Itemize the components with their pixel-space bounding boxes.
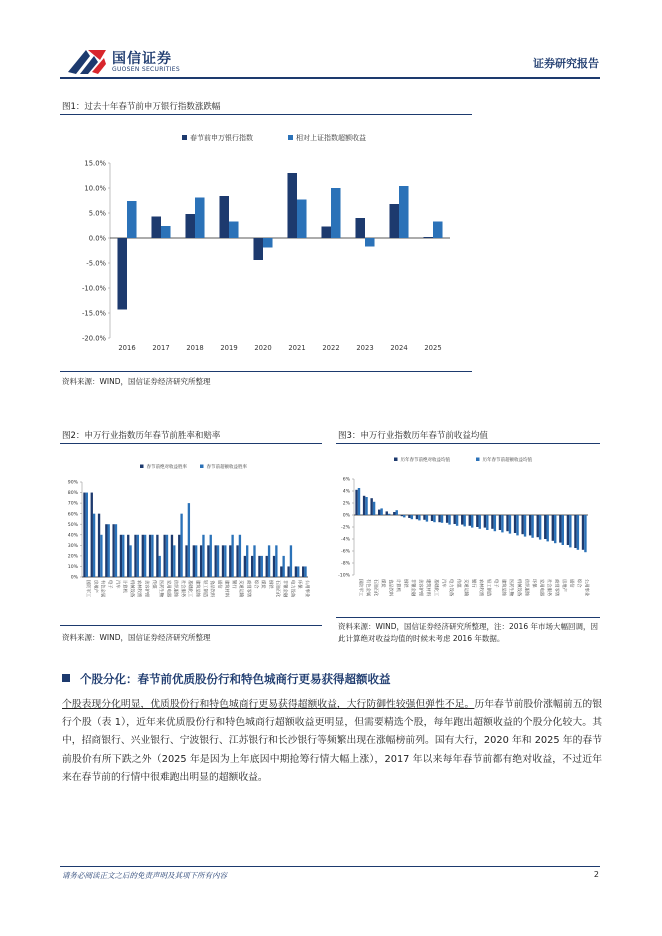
bar-series-2 bbox=[471, 515, 473, 528]
y-tick-label: 10% bbox=[67, 565, 78, 571]
figure-1-chart bbox=[60, 120, 472, 370]
bar-series-1 bbox=[389, 204, 399, 238]
bar-series-1 bbox=[280, 566, 282, 577]
x-category-label: 综合 bbox=[576, 579, 582, 588]
bar-series-1 bbox=[537, 515, 539, 537]
bar-series-1 bbox=[370, 498, 372, 515]
bar-series-1 bbox=[302, 566, 304, 577]
bar-series-1 bbox=[469, 515, 471, 526]
legend-label: 春节前绝对收益胜率 bbox=[146, 465, 187, 470]
bar-series-1 bbox=[178, 535, 180, 577]
bar-series-2 bbox=[100, 535, 102, 577]
bar-series-2 bbox=[584, 515, 586, 552]
y-tick-label: 6% bbox=[342, 477, 350, 483]
bar-series-1 bbox=[215, 545, 217, 577]
bar-series-2 bbox=[539, 515, 541, 540]
bar-series-2 bbox=[231, 535, 233, 577]
y-tick-label: 50% bbox=[67, 522, 78, 528]
bar-series-2 bbox=[569, 515, 571, 547]
x-category-label: 建筑装饰 bbox=[194, 580, 200, 598]
bar-series-1 bbox=[363, 496, 365, 515]
bar-series-2 bbox=[217, 545, 219, 577]
bar-series-1 bbox=[193, 545, 195, 577]
y-tick-label: -5.0% bbox=[86, 259, 106, 268]
y-tick-label: 30% bbox=[67, 543, 78, 549]
x-category-label: 石油石化 bbox=[372, 579, 378, 597]
figure-1-top-rule bbox=[60, 114, 472, 115]
bar-series-1 bbox=[416, 515, 418, 519]
bar-series-2 bbox=[115, 524, 117, 577]
bar-series-1 bbox=[287, 566, 289, 577]
bar-series-1 bbox=[408, 515, 410, 518]
bar-series-1 bbox=[386, 511, 388, 515]
x-category-label: 商贸零售 bbox=[245, 580, 251, 598]
bar-series-2 bbox=[501, 515, 503, 532]
figure-2-bottom-rule bbox=[60, 625, 322, 626]
legend-swatch bbox=[394, 458, 398, 462]
bar-series-1 bbox=[552, 515, 554, 541]
x-category-label: 国防军工 bbox=[85, 580, 91, 598]
bar-series-2 bbox=[365, 497, 367, 515]
bar-series-1 bbox=[207, 545, 209, 577]
brand-name-cn: 国信证券 bbox=[112, 51, 172, 67]
x-category-label: 2019 bbox=[220, 344, 238, 352]
x-category-label: 2023 bbox=[356, 344, 374, 352]
bar-series-2 bbox=[562, 515, 564, 545]
x-category-label: 计算机 bbox=[121, 580, 127, 593]
x-category-label: 通信 bbox=[568, 579, 574, 588]
bar-series-1 bbox=[582, 515, 584, 550]
bar-series-2 bbox=[456, 515, 458, 526]
x-category-label: 环保 bbox=[296, 580, 302, 589]
x-category-label: 非银金融 bbox=[281, 580, 287, 598]
bar-series-2 bbox=[494, 515, 496, 531]
bar-series-1 bbox=[120, 535, 122, 577]
bar-series-1 bbox=[83, 493, 85, 577]
bar-series-1 bbox=[185, 545, 187, 577]
legend-swatch bbox=[288, 135, 293, 140]
bar-series-1 bbox=[287, 173, 297, 238]
figure-3-bottom-rule bbox=[336, 617, 600, 618]
bar-series-1 bbox=[151, 217, 161, 239]
x-category-label: 2018 bbox=[186, 344, 204, 352]
bar-series-1 bbox=[378, 510, 380, 515]
bar-series-1 bbox=[244, 556, 246, 577]
bar-series-1 bbox=[321, 227, 331, 239]
bar-series-2 bbox=[297, 566, 299, 577]
x-category-label: 纺织服饰 bbox=[172, 580, 178, 598]
bar-series-2 bbox=[129, 545, 131, 577]
x-category-label: 电力设备 bbox=[447, 579, 453, 597]
x-category-label: 公用事业 bbox=[583, 579, 589, 597]
x-category-label: 有色金属 bbox=[364, 579, 370, 597]
bar-series-2 bbox=[202, 535, 204, 577]
bar-series-2 bbox=[137, 535, 139, 577]
x-category-label: 轻工制造 bbox=[201, 580, 207, 598]
y-tick-label: 40% bbox=[67, 533, 78, 539]
bar-series-2 bbox=[403, 515, 405, 517]
y-tick-label: 90% bbox=[67, 480, 78, 486]
bar-series-2 bbox=[297, 200, 307, 239]
x-category-label: 建筑装饰 bbox=[500, 579, 506, 597]
bar-series-2 bbox=[463, 515, 465, 526]
x-category-label: 国防军工 bbox=[357, 579, 363, 597]
bar-series-2 bbox=[180, 514, 182, 577]
y-tick-label: 10.0% bbox=[84, 184, 106, 193]
y-tick-label: -6% bbox=[341, 549, 350, 555]
x-category-label: 环保 bbox=[530, 579, 536, 588]
x-category-label: 公用事业 bbox=[303, 580, 309, 598]
y-tick-label: 15.0% bbox=[84, 159, 106, 168]
bar-series-2 bbox=[546, 515, 548, 541]
bar-series-1 bbox=[514, 515, 516, 533]
brand-name-en: GUOSEN SECURITIES bbox=[112, 66, 181, 73]
bar-series-1 bbox=[127, 535, 129, 577]
report-type: 证券研究报告 bbox=[533, 57, 599, 70]
x-category-label: 电子 bbox=[493, 579, 499, 588]
y-tick-label: 5.0% bbox=[88, 209, 106, 218]
bar-series-1 bbox=[453, 515, 455, 524]
bar-series-1 bbox=[222, 545, 224, 577]
x-category-label: 石油石化 bbox=[274, 580, 280, 598]
y-tick-label: 80% bbox=[67, 491, 78, 497]
bar-series-2 bbox=[441, 515, 443, 523]
x-category-label: 综合 bbox=[252, 580, 258, 589]
bar-series-1 bbox=[219, 196, 229, 238]
x-category-label: 计算机 bbox=[395, 579, 401, 592]
x-category-label: 汽车 bbox=[440, 579, 446, 588]
bar-series-2 bbox=[173, 545, 175, 577]
x-category-label: 商贸零售 bbox=[553, 579, 559, 597]
bar-series-1 bbox=[295, 566, 297, 577]
bar-series-1 bbox=[446, 515, 448, 523]
bar-series-2 bbox=[151, 535, 153, 577]
bar-series-1 bbox=[574, 515, 576, 548]
bar-series-1 bbox=[229, 545, 231, 577]
bar-series-1 bbox=[251, 556, 253, 577]
x-category-label: 社会服务 bbox=[545, 579, 551, 597]
y-tick-label: 4% bbox=[342, 489, 350, 495]
x-category-label: 食品饮料 bbox=[387, 579, 393, 597]
figure-2-title: 图2：申万行业指数历年春节前胜率和赔率 bbox=[62, 431, 221, 441]
x-category-label: 基础化工 bbox=[187, 580, 193, 598]
figure-1-title: 图1：过去十年春节前申万银行指数涨跌幅 bbox=[62, 102, 221, 112]
x-category-label: 房地产 bbox=[561, 579, 567, 592]
bar-series-2 bbox=[210, 535, 212, 577]
x-category-label: 传媒 bbox=[150, 580, 156, 589]
bar-series-1 bbox=[506, 515, 508, 531]
x-category-label: 2021 bbox=[288, 344, 306, 352]
x-category-label: 农林牧渔 bbox=[136, 580, 142, 598]
bar-series-1 bbox=[476, 515, 478, 527]
bar-series-2 bbox=[479, 515, 481, 529]
header-divider bbox=[60, 77, 600, 79]
bar-series-1 bbox=[423, 515, 425, 520]
bar-series-1 bbox=[200, 545, 202, 577]
figure-3-title: 图3：申万行业指数历年春节前收益均值 bbox=[338, 431, 488, 441]
legend-label: 春节前申万银行指数 bbox=[190, 134, 253, 142]
x-category-label: 2024 bbox=[390, 344, 408, 352]
bar-series-2 bbox=[229, 222, 239, 239]
x-category-label: 2016 bbox=[118, 344, 136, 352]
x-category-label: 电力设备 bbox=[289, 580, 295, 598]
legend-swatch bbox=[182, 135, 187, 140]
bar-series-1 bbox=[156, 535, 158, 577]
bar-series-1 bbox=[273, 556, 275, 577]
bar-series-2 bbox=[290, 545, 292, 577]
bar-series-2 bbox=[263, 238, 273, 248]
bar-series-2 bbox=[159, 556, 161, 577]
y-tick-label: 70% bbox=[67, 501, 78, 507]
bar-series-1 bbox=[105, 524, 107, 577]
bar-series-2 bbox=[399, 186, 409, 238]
bar-series-1 bbox=[491, 515, 493, 529]
figure-2-chart bbox=[60, 448, 322, 624]
bar-series-1 bbox=[236, 545, 238, 577]
bar-series-1 bbox=[355, 490, 357, 515]
x-category-label: 纺织服饰 bbox=[523, 579, 529, 597]
x-category-label: 交通运输 bbox=[238, 580, 244, 598]
bar-series-2 bbox=[524, 515, 526, 537]
bar-series-1 bbox=[438, 515, 440, 522]
bar-series-2 bbox=[411, 515, 413, 519]
x-category-label: 非银金融 bbox=[410, 579, 416, 597]
y-tick-label: 20% bbox=[67, 554, 78, 560]
figure-2-top-rule bbox=[60, 443, 322, 444]
bar-series-2 bbox=[268, 545, 270, 577]
bar-series-1 bbox=[521, 515, 523, 534]
y-tick-label: -2% bbox=[341, 525, 350, 531]
bar-series-2 bbox=[486, 515, 488, 530]
bar-series-2 bbox=[433, 515, 435, 522]
y-tick-label: -15.0% bbox=[81, 309, 106, 318]
bar-series-1 bbox=[142, 535, 144, 577]
legend-swatch bbox=[200, 465, 204, 469]
figure-1-bottom-rule bbox=[60, 371, 472, 372]
x-category-label: 2017 bbox=[152, 344, 170, 352]
y-tick-label: -4% bbox=[341, 537, 350, 543]
bar-series-2 bbox=[373, 502, 375, 515]
bar-series-2 bbox=[365, 238, 375, 247]
bar-series-2 bbox=[282, 556, 284, 577]
bar-series-1 bbox=[112, 524, 114, 577]
bar-series-1 bbox=[461, 515, 463, 525]
bar-series-2 bbox=[418, 515, 420, 520]
bar-series-1 bbox=[355, 218, 365, 238]
bar-series-1 bbox=[544, 515, 546, 539]
bar-series-2 bbox=[122, 535, 124, 577]
x-category-label: 2025 bbox=[424, 344, 442, 352]
x-category-label: 机械设备 bbox=[128, 580, 134, 598]
bar-series-2 bbox=[358, 488, 360, 515]
bar-series-1 bbox=[171, 535, 173, 577]
x-category-label: 钢铁 bbox=[267, 580, 273, 589]
bar-series-2 bbox=[144, 535, 146, 577]
page-header bbox=[0, 0, 662, 80]
bar-series-1 bbox=[98, 514, 100, 577]
x-category-label: 农林牧渔 bbox=[478, 579, 484, 597]
x-category-label: 2020 bbox=[254, 344, 272, 352]
bar-series-2 bbox=[261, 556, 263, 577]
figure-3-chart bbox=[336, 448, 600, 616]
body-lead-sentence: 个股表现分化明显，优质股份行和特色城商行更易获得超额收益，大行防御性较强但弹性不足。 bbox=[62, 699, 475, 710]
figure-1-source: 资料来源：WIND，国信证券经济研究所整理 bbox=[62, 377, 211, 386]
x-category-label: 煤炭 bbox=[379, 579, 385, 588]
x-category-label: 银行 bbox=[230, 580, 236, 589]
bar-series-2 bbox=[577, 515, 579, 550]
figure-2-source: 资料来源：WIND，国信证券经济研究所整理 bbox=[62, 633, 211, 642]
x-category-label: 美容护理 bbox=[143, 580, 149, 598]
bar-series-1 bbox=[484, 515, 486, 528]
bar-series-2 bbox=[253, 545, 255, 577]
y-tick-label: -20.0% bbox=[81, 334, 106, 343]
x-category-label: 电子 bbox=[107, 580, 113, 589]
bar-series-2 bbox=[388, 514, 390, 515]
x-category-label: 建筑材料 bbox=[425, 579, 431, 597]
bar-series-2 bbox=[426, 515, 428, 522]
x-category-label: 有色金属 bbox=[99, 580, 105, 598]
body-paragraph bbox=[62, 696, 602, 787]
x-category-label: 汽车 bbox=[114, 580, 120, 589]
bar-series-1 bbox=[253, 238, 263, 260]
bar-series-2 bbox=[433, 222, 443, 239]
bar-series-1 bbox=[567, 515, 569, 545]
page-number: 2 bbox=[593, 870, 599, 879]
y-tick-label: -8% bbox=[341, 561, 350, 567]
guosen-logo-icon bbox=[66, 44, 108, 78]
x-category-label: 煤炭 bbox=[260, 580, 266, 589]
bar-series-1 bbox=[258, 556, 260, 577]
bar-series-1 bbox=[134, 535, 136, 577]
bar-series-2 bbox=[108, 524, 110, 577]
legend-label: 历年春节前绝对收益均值 bbox=[400, 458, 450, 463]
bar-series-2 bbox=[161, 226, 171, 238]
bar-series-2 bbox=[554, 515, 556, 543]
bar-series-2 bbox=[531, 515, 533, 538]
x-category-label: 房地产 bbox=[92, 580, 98, 593]
bar-series-2 bbox=[93, 514, 95, 577]
bar-series-1 bbox=[117, 238, 127, 310]
x-category-label: 钢铁 bbox=[402, 579, 408, 588]
x-category-label: 传媒 bbox=[455, 579, 461, 588]
bar-series-2 bbox=[275, 545, 277, 577]
x-category-label: 基础化工 bbox=[432, 579, 438, 597]
x-category-label: 交通运输 bbox=[462, 579, 468, 597]
footer-divider bbox=[60, 866, 600, 867]
y-tick-label: -10.0% bbox=[81, 284, 106, 293]
legend-label: 历年春节前超额收益均值 bbox=[482, 458, 532, 463]
bar-series-1 bbox=[401, 515, 403, 516]
section-bullet-icon bbox=[62, 674, 70, 682]
x-category-label: 轻工制造 bbox=[485, 579, 491, 597]
section-heading bbox=[62, 671, 391, 687]
bar-series-1 bbox=[185, 214, 195, 238]
legend-swatch bbox=[476, 458, 480, 462]
y-tick-label: -10% bbox=[338, 573, 350, 579]
legend-label: 相对上证指数超额收益 bbox=[296, 134, 366, 142]
legend-swatch bbox=[140, 465, 144, 469]
bar-series-2 bbox=[331, 188, 341, 238]
x-category-label: 美容护理 bbox=[417, 579, 423, 597]
y-tick-label: 60% bbox=[67, 512, 78, 518]
y-tick-label: 0.0% bbox=[88, 234, 106, 243]
y-tick-label: 2% bbox=[342, 501, 350, 507]
bar-series-2 bbox=[380, 508, 382, 515]
bar-series-2 bbox=[188, 503, 190, 577]
bar-series-1 bbox=[423, 237, 433, 238]
x-category-label: 食品饮料 bbox=[209, 580, 215, 598]
bar-series-2 bbox=[224, 545, 226, 577]
bar-series-2 bbox=[239, 535, 241, 577]
x-category-label: 2022 bbox=[322, 344, 340, 352]
bar-series-1 bbox=[559, 515, 561, 543]
bar-series-1 bbox=[393, 512, 395, 515]
bar-series-1 bbox=[149, 535, 151, 577]
section-heading-text: 个股分化：春节前优质股份行和特色城商行更易获得超额收益 bbox=[80, 672, 391, 686]
figure-3-top-rule bbox=[336, 443, 600, 444]
x-category-label: 通信 bbox=[216, 580, 222, 589]
bar-series-2 bbox=[509, 515, 511, 534]
y-tick-label: 0% bbox=[342, 513, 350, 519]
y-tick-label: 0% bbox=[70, 575, 78, 581]
x-category-label: 医药生物 bbox=[158, 580, 164, 598]
x-category-label: 家用电器 bbox=[538, 579, 544, 597]
x-category-label: 社会服务 bbox=[179, 580, 185, 598]
bar-series-2 bbox=[195, 198, 205, 239]
x-category-label: 家用电器 bbox=[165, 580, 171, 598]
bar-series-1 bbox=[529, 515, 531, 535]
bar-series-2 bbox=[304, 566, 306, 577]
bar-series-2 bbox=[448, 515, 450, 525]
bar-series-1 bbox=[164, 535, 166, 577]
bar-series-2 bbox=[516, 515, 518, 535]
body-rest-text: 历年春节前股价涨幅前五的银行个股（表 1），近年来优质股份行和特色城商行超额收益更明显，但需要精选个股，每年跑出超额收益的个股分化较大。其中，招商银行、兴业银行、宁波银行、江苏银行和长沙银行等频繁出现在涨幅榜前列。国有大行，2020 年和 2025 年的春节前股价有所下跌之外（2025 年是因为上年底因中期抢筹行情大幅上涨），2017 年以来每年春节前都有绝对收益，不过近年来在春节前的行情中很难跑出明显的超额收益。 bbox=[62, 699, 603, 783]
bar-series-1 bbox=[266, 556, 268, 577]
x-category-label: 机械设备 bbox=[515, 579, 521, 597]
bar-series-2 bbox=[86, 493, 88, 577]
bar-series-1 bbox=[499, 515, 501, 530]
bar-series-2 bbox=[166, 535, 168, 577]
bar-series-2 bbox=[195, 545, 197, 577]
bar-series-2 bbox=[246, 545, 248, 577]
legend-label: 春节前超额收益胜率 bbox=[206, 465, 247, 470]
bar-series-1 bbox=[431, 515, 433, 521]
x-category-label: 银行 bbox=[470, 579, 476, 588]
bar-series-2 bbox=[396, 510, 398, 515]
bar-series-1 bbox=[91, 493, 93, 577]
x-category-label: 医药生物 bbox=[508, 579, 514, 597]
brand-logo bbox=[66, 44, 196, 78]
x-category-label: 建筑材料 bbox=[223, 580, 229, 598]
footer-disclaimer: 请务必阅读正文之后的免责声明及其项下所有内容 bbox=[62, 871, 227, 880]
bar-series-2 bbox=[127, 201, 137, 238]
figure-3-source: 资料来源：WIND，国信证券经济研究所整理，注：2016 年市场大幅回调，因此计算绝对收益均值的时候未考虑 2016 年数据。 bbox=[338, 622, 598, 643]
